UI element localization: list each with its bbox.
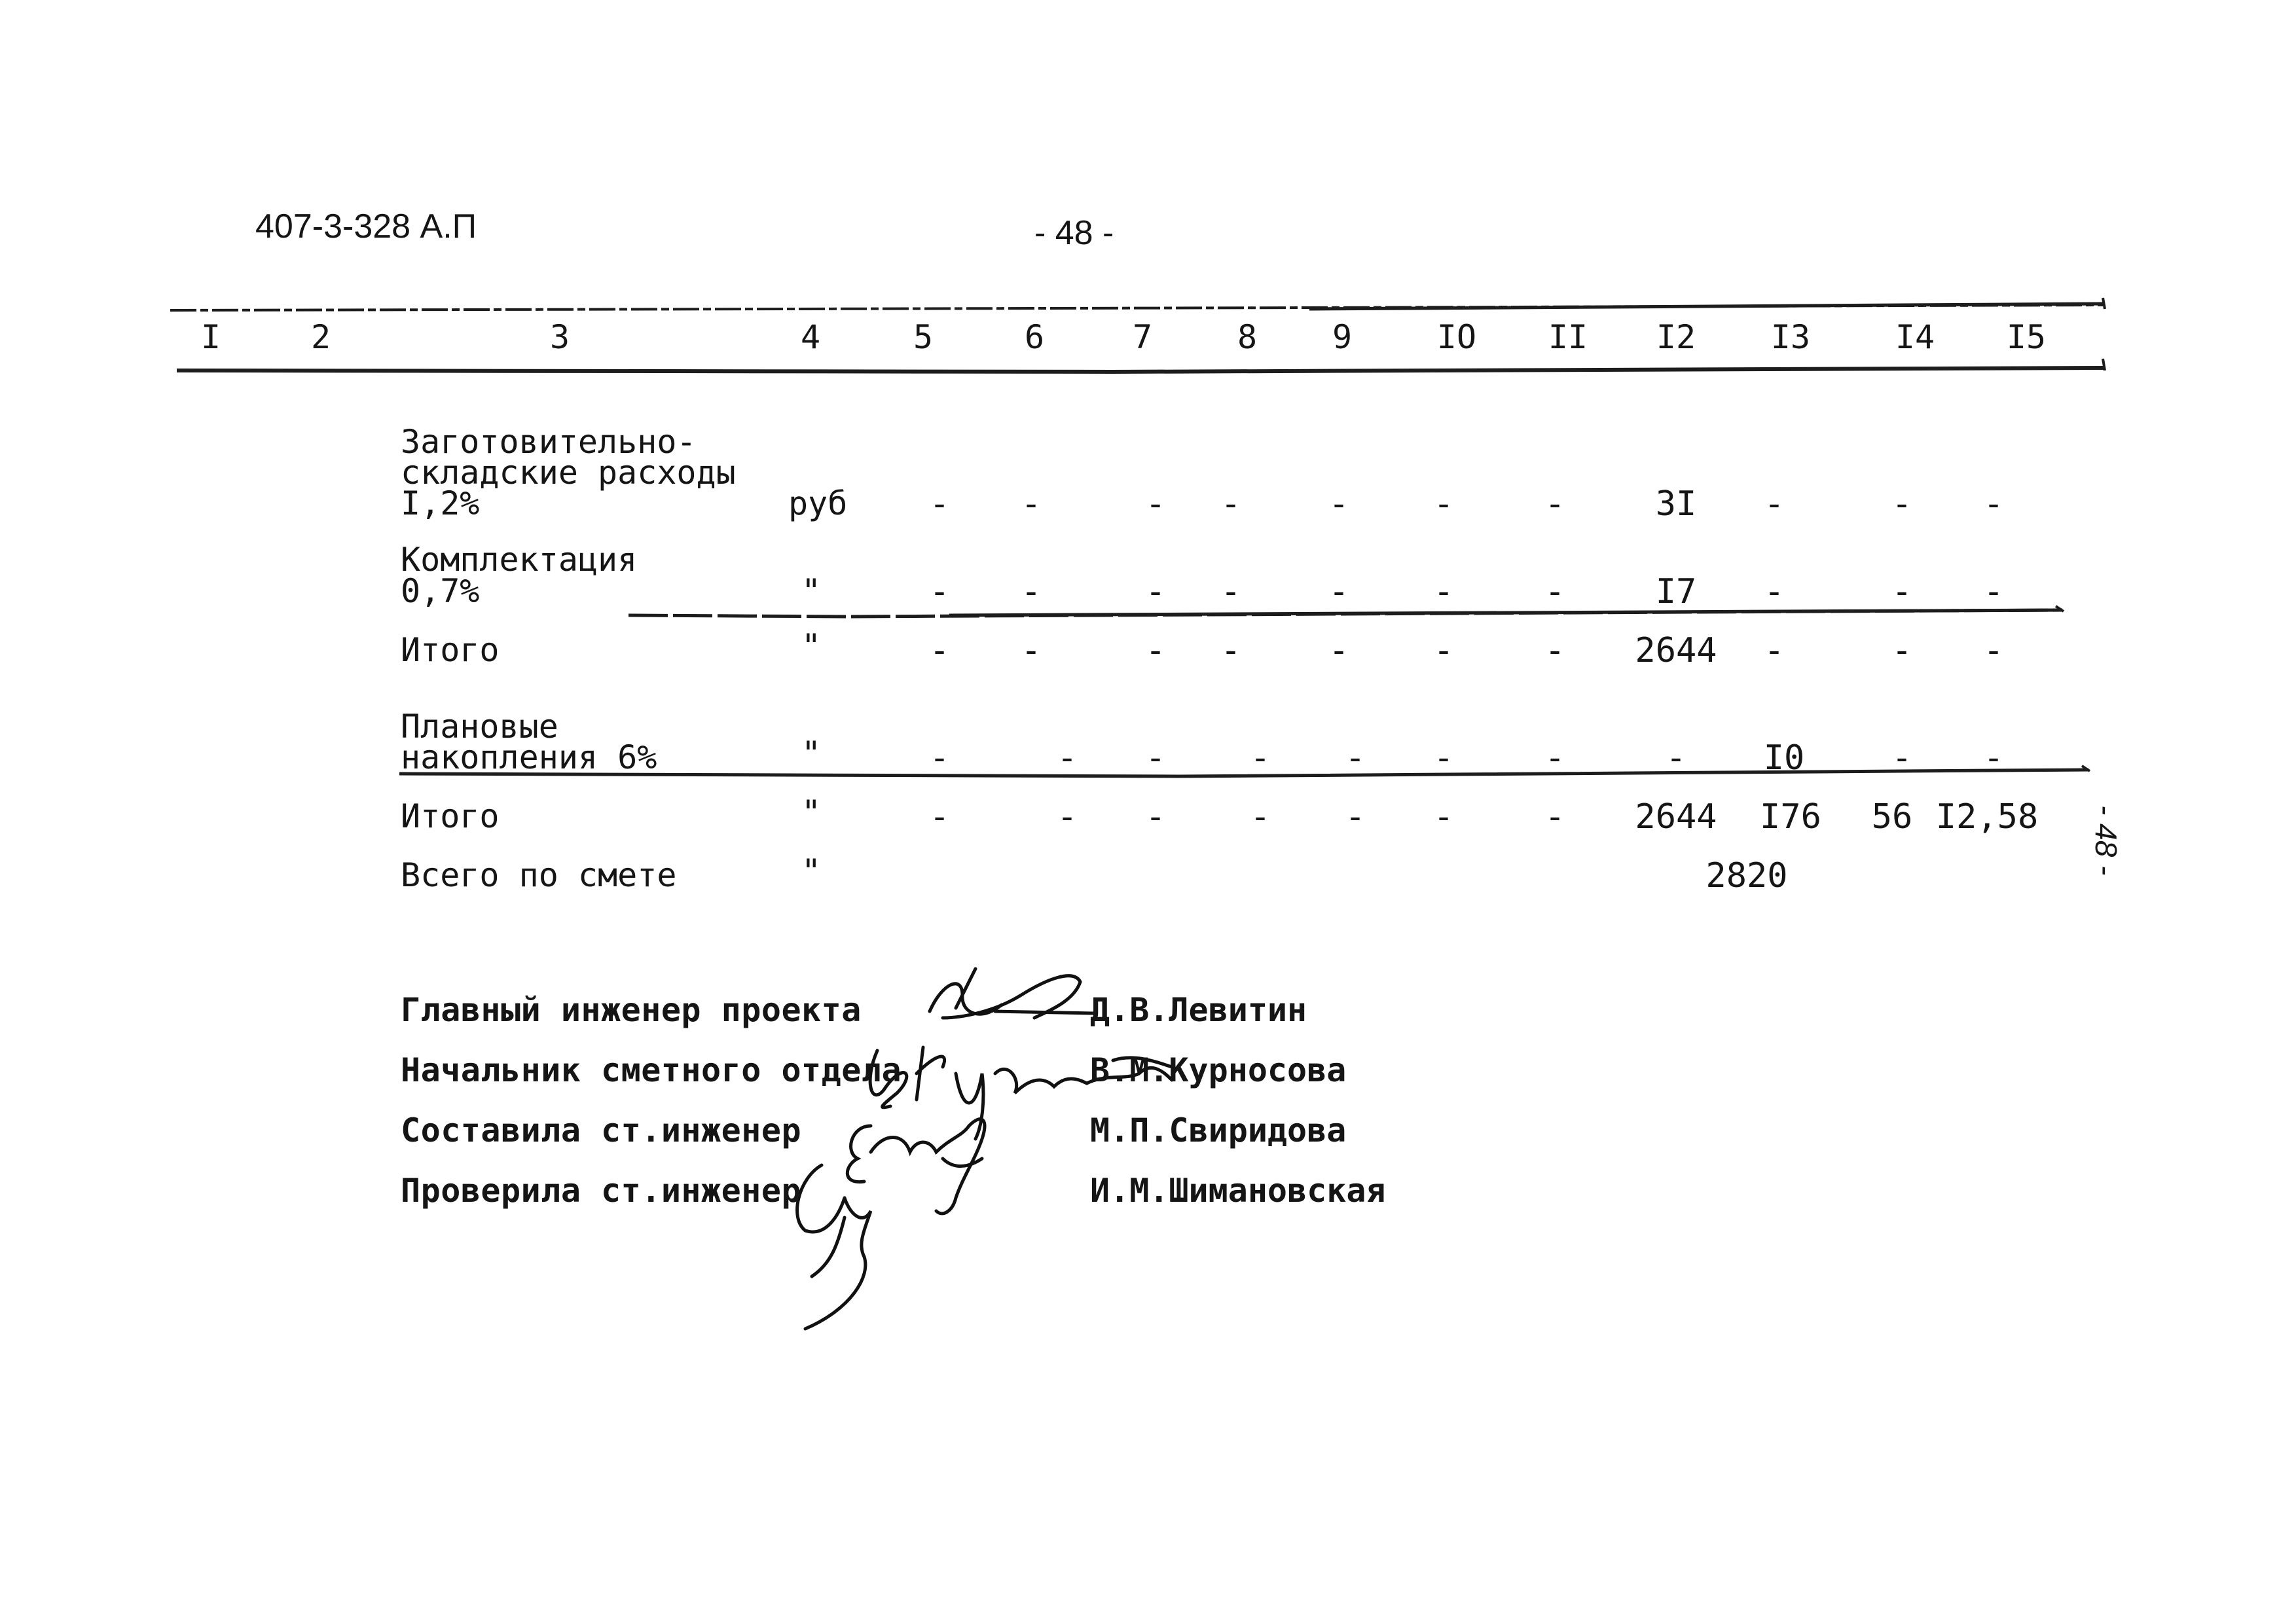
signature-shimanovskaya xyxy=(797,1165,871,1329)
signature-role: Проверила ст.инженер xyxy=(401,1172,802,1210)
cell: I2,58 xyxy=(1935,797,2039,837)
signature-levitin xyxy=(930,969,1093,1018)
cell: - xyxy=(1544,738,1565,778)
cell: - xyxy=(1891,572,1912,611)
cell: - xyxy=(1220,572,1241,611)
row-label-line: 0,7% xyxy=(401,572,480,610)
row-unit: " xyxy=(801,793,822,831)
col-header-10: IO xyxy=(1436,318,1477,356)
row-label-line: Итого xyxy=(401,631,500,669)
row-unit: " xyxy=(801,734,822,772)
col-header-3: 3 xyxy=(549,318,570,356)
cell: - xyxy=(1764,631,1785,670)
cell: - xyxy=(1544,484,1565,524)
signature-name: М.П.Свиридова xyxy=(1090,1111,1347,1149)
cell: - xyxy=(1345,797,1366,837)
cell: - xyxy=(1544,797,1565,837)
cell: - xyxy=(1250,797,1271,837)
col-header-9: 9 xyxy=(1332,318,1353,356)
cell: - xyxy=(929,484,950,524)
row-label-line: I,2% xyxy=(401,484,480,522)
row-unit: " xyxy=(801,572,822,610)
col-header-12: I2 xyxy=(1656,318,1696,356)
col-header-14: I4 xyxy=(1895,318,1935,356)
cell: - xyxy=(1891,631,1912,670)
cell: - xyxy=(1764,572,1785,611)
grand-total: 2820 xyxy=(1705,856,1788,895)
row-unit: руб xyxy=(788,484,848,522)
col-header-8: 8 xyxy=(1237,318,1258,356)
cell: - xyxy=(1666,738,1686,778)
row-label-line: накопления 6% xyxy=(401,738,657,776)
cell: - xyxy=(1983,631,2004,670)
cell: - xyxy=(1328,631,1349,670)
signature-role: Составила ст.инженер xyxy=(401,1111,802,1149)
cell: - xyxy=(1433,797,1454,837)
cell: 56 xyxy=(1871,797,1913,837)
cell: 3I xyxy=(1655,484,1697,524)
cell: 2644 xyxy=(1635,631,1717,670)
col-header-15: I5 xyxy=(2006,318,2047,356)
cell: - xyxy=(1433,738,1454,778)
cell: - xyxy=(929,572,950,611)
cell: - xyxy=(1433,484,1454,524)
page-number: - 48 - xyxy=(1034,214,1114,252)
signature-name: Д.В.Левитин xyxy=(1090,991,1307,1029)
cell: - xyxy=(1983,738,2004,778)
cell: - xyxy=(1983,572,2004,611)
cell: I76 xyxy=(1760,797,1821,837)
cell: - xyxy=(1328,572,1349,611)
signature-name: В.М.Курносова xyxy=(1090,1051,1347,1089)
row-label-line: Плановые xyxy=(401,708,558,746)
row-unit: " xyxy=(801,852,822,890)
cell: - xyxy=(1145,572,1166,611)
document-code: 407-3-328 А.П xyxy=(255,208,477,245)
cell: - xyxy=(1544,631,1565,670)
cell: - xyxy=(1145,738,1166,778)
cell: - xyxy=(1544,572,1565,611)
cell: - xyxy=(1764,484,1785,524)
header-bottom-rule xyxy=(177,368,2105,372)
cell: - xyxy=(1057,738,1078,778)
cell: I7 xyxy=(1655,572,1697,611)
col-header-2: 2 xyxy=(310,318,331,356)
signature-name: И.М.Шимановская xyxy=(1090,1172,1386,1210)
row-label-line: складские расходы xyxy=(401,454,736,492)
col-header-4: 4 xyxy=(800,318,821,356)
cell: - xyxy=(1433,572,1454,611)
cell: - xyxy=(1220,484,1241,524)
signature-sviridova xyxy=(847,1119,985,1214)
cell: - xyxy=(1145,484,1166,524)
col-header-5: 5 xyxy=(913,318,934,356)
cell: - xyxy=(1021,572,1042,611)
cell: - xyxy=(1145,631,1166,670)
cell: - xyxy=(1220,631,1241,670)
col-header-13: I3 xyxy=(1770,318,1811,356)
margin-page-mark: - 48 - xyxy=(2089,805,2123,876)
cell: - xyxy=(1433,631,1454,670)
row-label-line: Комплектация xyxy=(401,541,638,579)
signature-role: Начальник сметного отдела xyxy=(401,1051,902,1089)
cell: - xyxy=(1057,797,1078,837)
cell: - xyxy=(1345,738,1366,778)
cell: 2644 xyxy=(1635,797,1717,837)
cell: - xyxy=(1891,738,1912,778)
col-header-11: II xyxy=(1548,318,1588,356)
col-header-1: I xyxy=(200,318,221,356)
cell: - xyxy=(1983,484,2004,524)
cell: - xyxy=(1250,738,1271,778)
col-header-6: 6 xyxy=(1024,318,1045,356)
cell: - xyxy=(929,631,950,670)
cell: - xyxy=(1021,631,1042,670)
row-label-line: Всего по смете xyxy=(401,856,677,894)
col-header-7: 7 xyxy=(1132,318,1153,356)
cell: - xyxy=(929,797,950,837)
cell: - xyxy=(1021,484,1042,524)
signature-role: Главный инженер проекта xyxy=(401,991,862,1029)
cell: - xyxy=(1328,484,1349,524)
row-unit: " xyxy=(801,627,822,665)
cell: - xyxy=(929,738,950,778)
cell: - xyxy=(1891,484,1912,524)
row-label-line: Заготовительно- xyxy=(401,423,697,461)
cell: I0 xyxy=(1763,738,1805,778)
cell: - xyxy=(1145,797,1166,837)
row-label-line: Итого xyxy=(401,797,500,835)
